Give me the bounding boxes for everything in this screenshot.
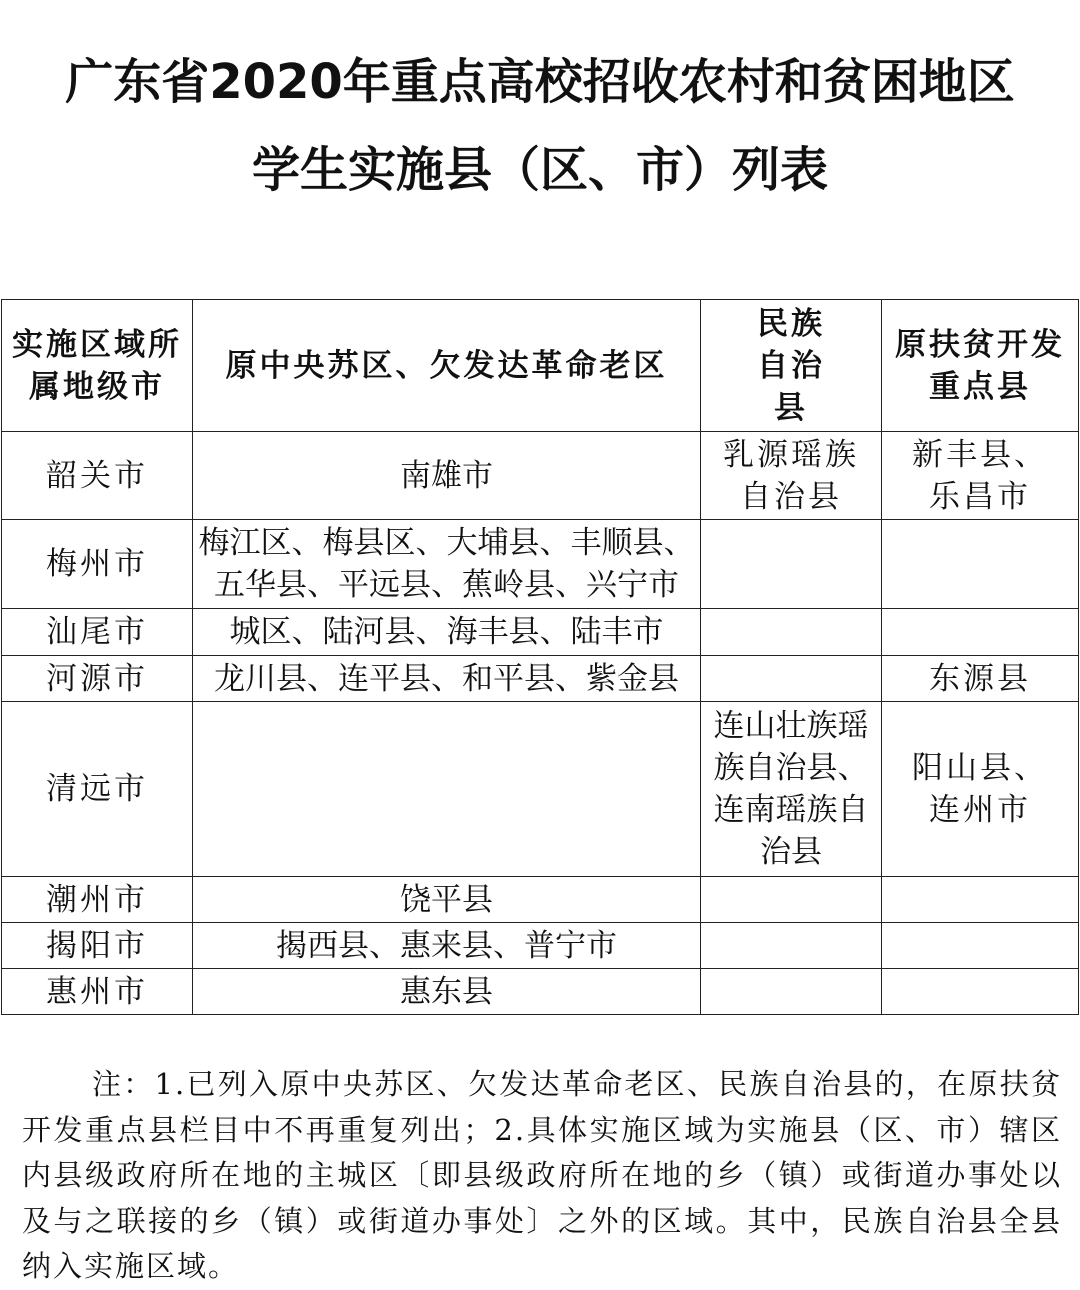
cell-revolutionary: 揭西县、惠来县、普宁市 [193, 923, 701, 969]
table-row [2, 520, 1079, 609]
cell-revolutionary: 南雄市 [193, 432, 701, 520]
cell-revolutionary [193, 702, 701, 877]
cell-city: 韶关市 [2, 432, 193, 520]
cell-poverty: 东源县 [882, 656, 1079, 702]
cell-city: 潮州市 [2, 877, 193, 923]
cell-poverty [882, 969, 1079, 1015]
header-poverty: 原扶贫开发重点县 [882, 300, 1079, 432]
cell-ethnic: 连山壮族瑶族自治县、连南瑶族自治县 [701, 702, 882, 877]
table-row [2, 609, 1079, 656]
cell-city: 清远市 [2, 702, 193, 877]
cell-revolutionary: 饶平县 [193, 877, 701, 923]
cell-city: 汕尾市 [2, 609, 193, 656]
cell-ethnic [701, 656, 882, 702]
cell-poverty: 新丰县、乐昌市 [882, 432, 1079, 520]
cell-ethnic: 乳源瑶族自治县 [701, 432, 882, 520]
table-row [2, 877, 1079, 923]
title-line-1: 广东省2020年重点高校招收农村和贫困地区 [65, 54, 1015, 110]
header-ethnic: 民族自治县 [701, 300, 882, 432]
footnote: 注：1.已列入原中央苏区、欠发达革命老区、民族自治县的，在原扶贫开发重点县栏目中不再重复列出；2.具体实施区域为实施县（区、市）辖区内县级政府所在地的主城区〔即县级政府所在地的乡（镇）或街道办事处以及与之联接的乡（镇）或街道办事处〕之外的区域。其中，民族自治县全县纳入实施区域。 [22, 1067, 1062, 1283]
title-line-2: 学生实施县（区、市）列表 [251, 142, 828, 198]
cell-ethnic [701, 969, 882, 1015]
header-revolutionary: 原中央苏区、欠发达革命老区 [193, 300, 701, 432]
cell-city: 揭阳市 [2, 923, 193, 969]
cell-city: 河源市 [2, 656, 193, 702]
table-row [2, 923, 1079, 969]
cell-ethnic [701, 520, 882, 609]
cell-poverty [882, 609, 1079, 656]
cell-poverty [882, 520, 1079, 609]
cell-ethnic [701, 877, 882, 923]
cell-revolutionary: 梅江区、梅县区、大埔县、丰顺县、五华县、平远县、蕉岭县、兴宁市 [193, 520, 701, 609]
cell-poverty [882, 877, 1079, 923]
cell-revolutionary: 城区、陆河县、海丰县、陆丰市 [193, 609, 701, 656]
table-row [2, 702, 1079, 877]
cell-city: 梅州市 [2, 520, 193, 609]
cell-poverty: 阳山县、连州市 [882, 702, 1079, 877]
cell-ethnic [701, 609, 882, 656]
cell-ethnic [701, 923, 882, 969]
cell-revolutionary: 惠东县 [193, 969, 701, 1015]
header-city: 实施区域所属地级市 [2, 300, 193, 432]
table-row [2, 656, 1079, 702]
cell-revolutionary: 龙川县、连平县、和平县、紫金县 [193, 656, 701, 702]
county-table [1, 299, 1079, 1015]
table-row [2, 432, 1079, 520]
header-row [2, 300, 1079, 432]
cell-city: 惠州市 [2, 969, 193, 1015]
cell-poverty [882, 923, 1079, 969]
table-row [2, 969, 1079, 1015]
